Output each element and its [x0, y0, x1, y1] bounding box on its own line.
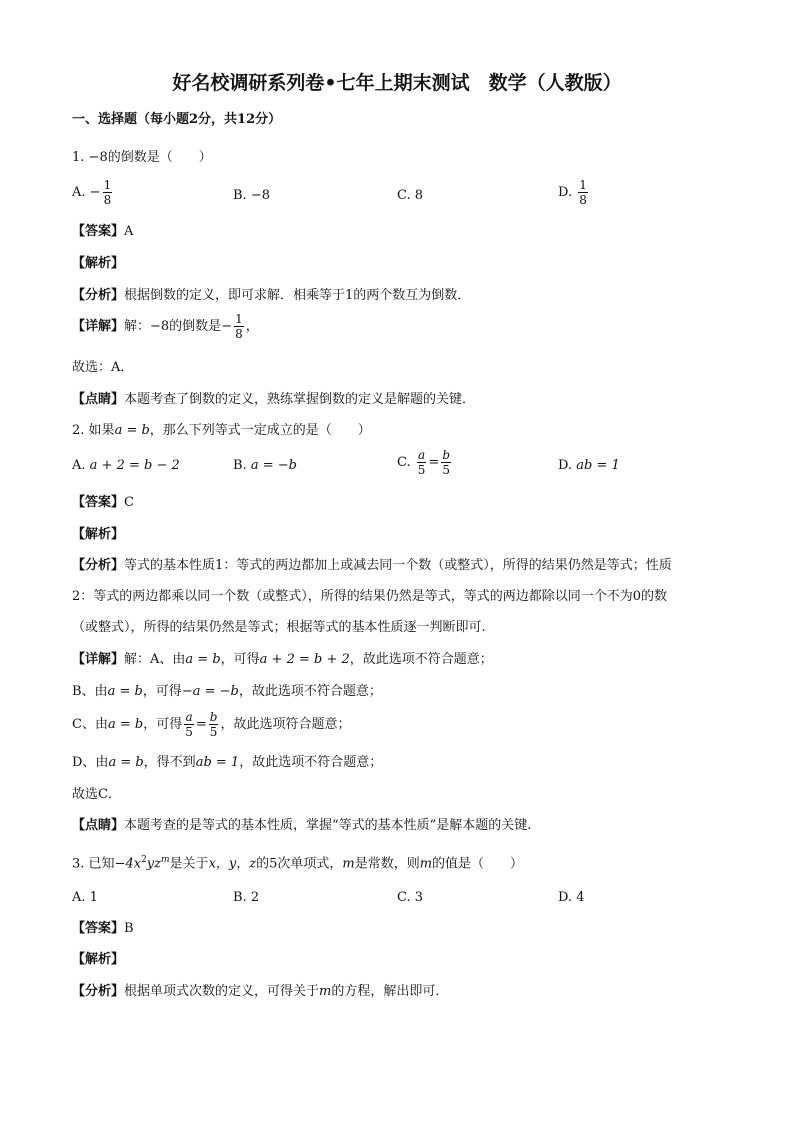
q2-d3-fraction-1	[184, 710, 194, 739]
fenxi-tag: 【分析】	[72, 984, 125, 999]
q2-answer-value: C	[124, 495, 134, 510]
q2-option-c-num2: b	[442, 448, 450, 462]
q2-option-c-fraction-1	[417, 448, 427, 477]
fenxi-tag: 【分析】	[72, 558, 125, 573]
q1-detail-den: 8	[235, 327, 243, 341]
comment-tag: 【点睛】	[72, 392, 125, 407]
detail-tag: 【详解】	[72, 652, 125, 667]
q2-d4-expr1: a = b	[108, 755, 144, 770]
q2-option-a-value: a + 2 = b − 2	[89, 458, 180, 473]
q1-detail-post: ，	[245, 319, 259, 334]
q1-option-a-num: 1	[103, 178, 112, 192]
q1-option-a-den: 8	[103, 193, 112, 207]
q1-option-d-num: 1	[579, 178, 587, 192]
q1-detail-num: 1	[235, 312, 243, 326]
q2-d3-pre: C、由	[72, 717, 108, 732]
q3-var-m2: m	[419, 856, 433, 872]
q1-stem	[72, 148, 212, 168]
q1-option-b	[233, 186, 270, 206]
q3-fenxi-pre: 根据单项式次数的定义，可得关于	[124, 984, 320, 999]
q2-d1-pre: 解：A、由	[124, 652, 186, 667]
q1-answer-value: A	[124, 224, 134, 239]
q3-fenxi-m: m	[319, 984, 332, 999]
q1-option-c-value: 8	[414, 188, 424, 203]
q1-detail	[72, 312, 259, 341]
q2-stem-expr: a = b	[114, 423, 150, 438]
q1-option-d-fraction	[578, 178, 588, 207]
q1-detail-text: 解：−8的倒数是	[124, 319, 222, 334]
q2-option-b-value: a = −b	[250, 458, 297, 473]
section-heading: 一、选择题（每小题2分，共12分）	[72, 112, 282, 127]
q2-d2-expr1: a = b	[107, 684, 143, 699]
q2-option-c-label: C.	[397, 455, 411, 470]
q2-d3-eq: =	[195, 717, 207, 732]
q3-answer	[72, 919, 134, 939]
q1-fenxi	[72, 286, 470, 306]
q1-option-a-label: A.	[72, 185, 86, 200]
q2-detail-d	[72, 753, 382, 773]
q2-option-c-fraction-2	[441, 448, 451, 477]
q1-answer	[72, 222, 133, 242]
q2-d3-post: ，故此选项符合题意；	[220, 717, 351, 732]
q1-option-b-label: B.	[233, 188, 247, 203]
q3-var-m: m	[342, 856, 355, 872]
q1-option-a-fraction	[103, 178, 113, 207]
q3-option-a: A. 1	[72, 890, 98, 905]
q3-stem-pre: 已知	[88, 856, 115, 872]
q2-d2-post: ，故此选项不符合题意；	[238, 684, 382, 699]
q1-number: 1.	[72, 150, 85, 165]
q2-stem-pre: 如果	[88, 423, 115, 438]
q2-number: 2.	[72, 423, 85, 438]
q3-analysis-tag: 【解析】	[72, 952, 125, 967]
q1-option-c-label: C.	[397, 188, 411, 203]
q1-option-b-value: −8	[250, 188, 270, 203]
q3-option-d: D. 4	[558, 890, 585, 905]
q1-detail-sign: −	[221, 319, 233, 334]
q3-answer-value: B	[124, 921, 134, 936]
q2-fenxi-line-3: （或整式），所得的结果仍然是等式；根据等式的基本性质逐一判断即可.	[72, 620, 486, 635]
q2-d3-fraction-2	[209, 710, 219, 739]
q2-answer	[72, 493, 134, 513]
q3-fenxi-post: 的方程，解出即可．	[331, 984, 449, 999]
q2-option-c	[397, 448, 453, 477]
q2-stem	[72, 421, 371, 441]
q3-stem-mid2: 的5次单项式，	[256, 856, 343, 872]
q1-option-a-sign: −	[89, 185, 101, 200]
q3-stem-post: 的值是（ ）	[432, 856, 524, 872]
q1-fenxi-text: 根据倒数的定义，即可求解．相乘等于1的两个数互为倒数．	[124, 288, 471, 303]
q2-option-c-den2: 5	[442, 463, 450, 477]
answer-tag: 【答案】	[72, 495, 125, 510]
q2-d3-mid: ，可得	[143, 717, 183, 732]
answer-tag: 【答案】	[72, 921, 125, 936]
q3-vars: x，y，z	[208, 856, 257, 872]
q3-option-c: C. 3	[397, 890, 424, 905]
q3-fenxi	[72, 982, 448, 1002]
detail-tag: 【详解】	[72, 319, 125, 334]
q2-comment-text: 本题考查的是等式的基本性质，掌握“等式的基本性质”是解本题的关键.	[124, 818, 532, 833]
q3-expr-base: −4x	[114, 856, 142, 872]
q2-d3-den1: 5	[185, 725, 193, 739]
q1-option-a	[72, 178, 114, 207]
q1-option-d-den: 8	[579, 193, 587, 207]
q2-d1-mid: ，可得	[220, 652, 260, 667]
q2-analysis-tag: 【解析】	[72, 527, 125, 542]
q2-d1-expr1: a = b	[185, 652, 221, 667]
q2-d3-den2: 5	[209, 725, 218, 739]
q3-stem-mid3: 是常数，则	[354, 856, 420, 872]
q2-d4-mid: ，得不到	[143, 755, 196, 770]
q2-d2-mid: ，可得	[142, 684, 182, 699]
q2-option-d	[558, 456, 620, 476]
comment-tag: 【点睛】	[72, 818, 125, 833]
q1-option-d-label: D.	[558, 185, 573, 200]
q1-comment	[72, 390, 475, 410]
q1-analysis-tag: 【解析】	[72, 256, 125, 271]
q2-d4-expr2: ab = 1	[195, 755, 240, 770]
q2-option-d-label: D.	[558, 458, 573, 473]
q2-d1-expr2: a + 2 = b + 2	[259, 652, 350, 667]
answer-tag: 【答案】	[72, 224, 125, 239]
q1-expr: −8	[88, 150, 108, 165]
q2-option-d-value: ab = 1	[576, 458, 620, 473]
q2-detail-a	[72, 650, 493, 670]
q2-d2-pre: B、由	[72, 684, 108, 699]
q2-comment	[72, 816, 531, 836]
q3-stem-mid1: 是关于	[169, 856, 209, 872]
q1-stem-text: 的倒数是（ ）	[107, 150, 212, 165]
q2-fenxi-line-2: 2：等式的两边都乘以同一个数（或整式），所得的结果仍然是等式，等式的两边都除以同一个不为0的数	[72, 589, 668, 604]
q2-option-b-label: B.	[233, 458, 247, 473]
q2-option-c-eq: =	[428, 455, 440, 470]
q1-comment-text: 本题考查了倒数的定义，熟练掌握倒数的定义是解题的关键．	[124, 392, 476, 407]
q2-option-b	[233, 456, 297, 476]
q2-d3-num2: b	[209, 710, 218, 724]
q2-detail-c	[72, 710, 350, 739]
q1-detail-fraction	[234, 312, 244, 341]
q2-option-a	[72, 456, 180, 476]
q3-stem	[72, 850, 523, 874]
q3-expr-mid: yz	[146, 856, 161, 872]
q2-option-c-den1: 5	[417, 463, 426, 477]
q2-d4-post: ，故此选项不符合题意；	[239, 755, 383, 770]
q2-d1-post: ，故此选项不符合题意；	[349, 652, 493, 667]
q1-conclusion: 故选：A．	[72, 360, 134, 375]
q3-number: 3.	[72, 856, 85, 872]
q2-d3-expr1: a = b	[107, 717, 144, 732]
q3-option-b: B. 2	[233, 890, 260, 905]
q2-fenxi-line-1	[72, 556, 672, 576]
page-title: 好名校调研系列卷•七年上期末测试 数学（人教版）	[172, 72, 622, 94]
q2-d3-num1: a	[185, 710, 193, 724]
q2-detail-b	[72, 682, 382, 702]
q2-d2-expr2: −a = −b	[181, 684, 239, 699]
fenxi-tag: 【分析】	[72, 288, 125, 303]
q2-option-a-label: A.	[72, 458, 86, 473]
q2-d4-pre: D、由	[72, 755, 109, 770]
q3-expr-exp2: m	[161, 855, 170, 865]
q2-option-c-num1: a	[418, 448, 426, 462]
q2-stem-post: ，那么下列等式一定成立的是（ ）	[149, 423, 371, 438]
q1-option-d	[558, 178, 590, 207]
q3-expr-exp1: 2	[141, 855, 147, 865]
q2-conclusion: 故选C．	[72, 787, 121, 802]
q2-fenxi-text-1: 等式的基本性质1：等式的两边都加上或减去同一个数（或整式），所得的结果仍然是等式；性质	[124, 558, 672, 573]
q1-option-c	[397, 186, 423, 206]
